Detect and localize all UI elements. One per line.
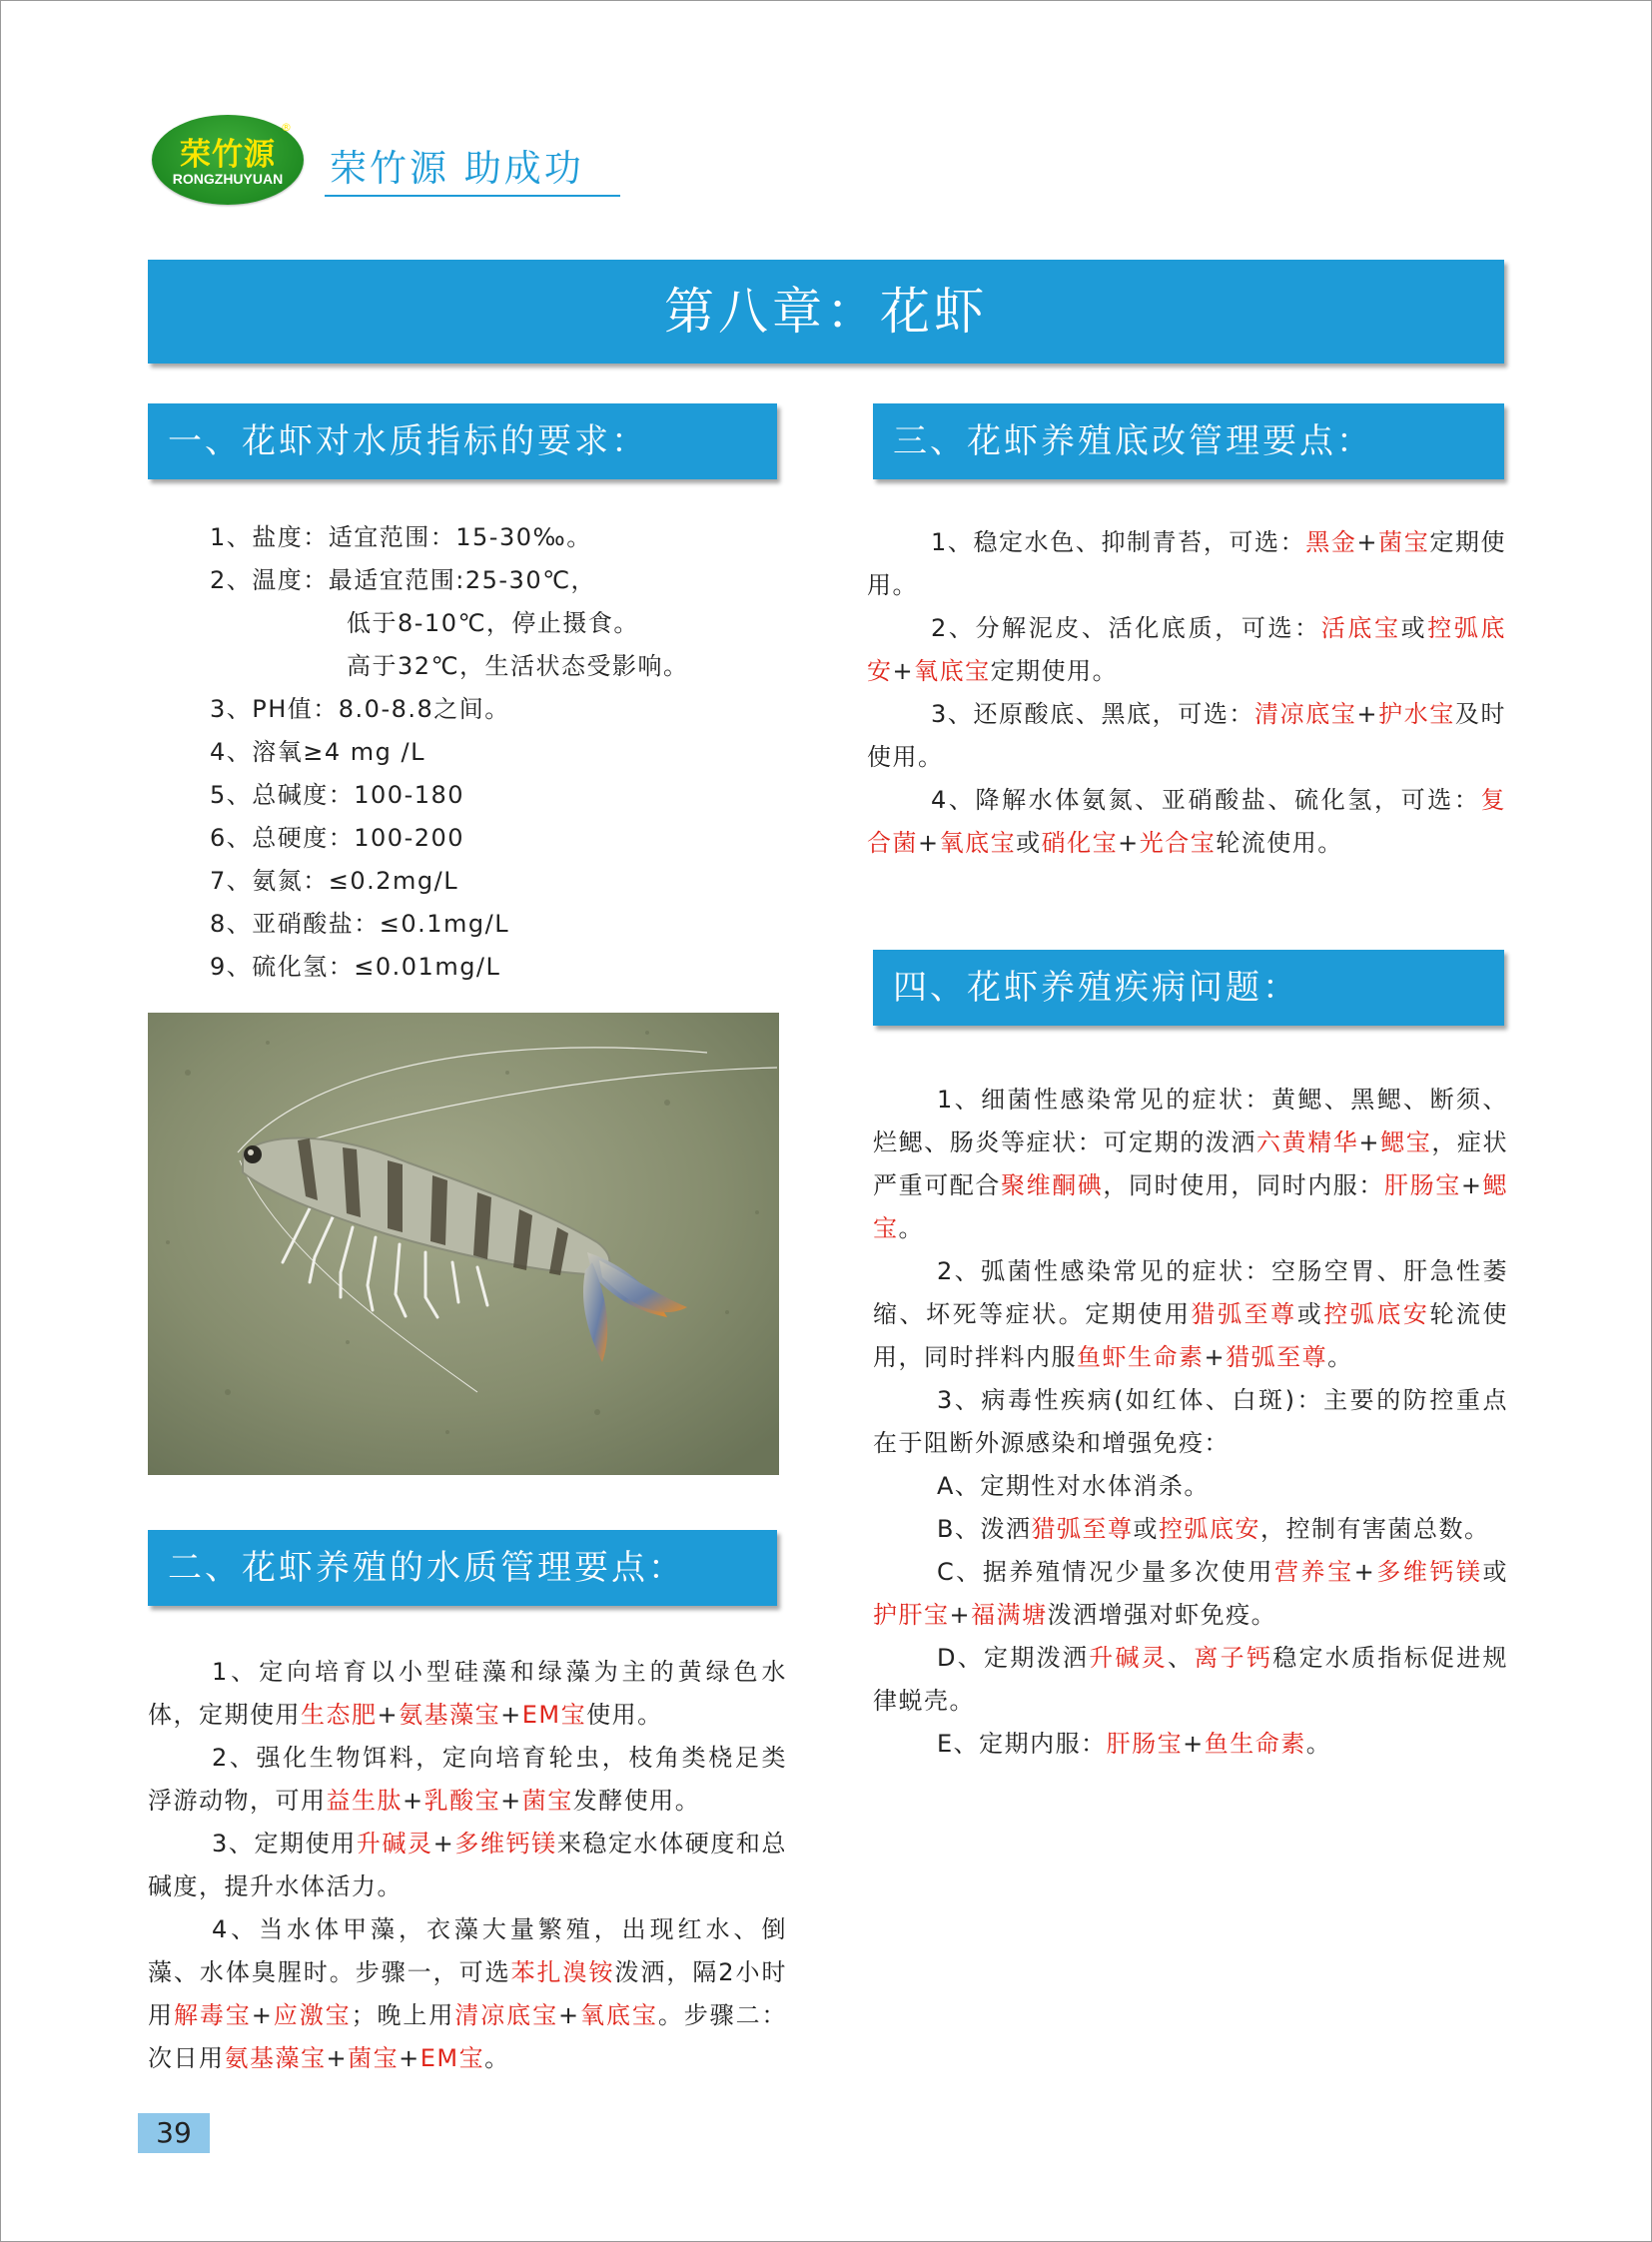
list-item: 2、温度：最适宜范围:25-30℃， xyxy=(210,566,597,594)
list-item: 5、总碱度：100-180 xyxy=(210,781,465,809)
paragraph: 2、强化生物饵料，定向培育轮虫，枝角类桡足类浮游动物，可用益生肽+乳酸宝+菌宝发酵使用。 xyxy=(148,1744,787,1815)
disease-text xyxy=(873,1079,1508,1766)
list-item: 4、溶氧≥4 mg /L xyxy=(210,738,425,766)
water-quality-list xyxy=(150,516,779,989)
section-heading-water-quality: 一、花虾对水质指标的要求： xyxy=(148,403,777,479)
list-item: 6、总硬度：100-200 xyxy=(210,824,465,852)
registered-mark: ® xyxy=(281,121,292,134)
paragraph: 3、还原酸底、黑底，可选：清凉底宝+护水宝及时使用。 xyxy=(867,700,1507,771)
list-item: 低于8-10℃，停止摄食。 xyxy=(347,609,639,637)
brand-logo xyxy=(152,115,304,205)
list-item: 9、硫化氢：≤0.01mg/L xyxy=(210,953,501,981)
paragraph: 3、定期使用升碱灵+多维钙镁来稳定水体硬度和总碱度，提升水体活力。 xyxy=(148,1830,788,1900)
paragraph: 2、分解泥皮、活化底质，可选：活底宝或控弧底安+氧底宝定期使用。 xyxy=(867,614,1507,685)
paragraph: 1、定向培育以小型硅藻和绿藻为主的黄绿色水体，定期使用生态肥+氨基藻宝+EM宝使用。 xyxy=(148,1658,787,1729)
chapter-title: 第八章：花虾 xyxy=(148,260,1504,364)
paragraph: 3、病毒性疾病(如红体、白斑)：主要的防控重点在于阻断外源感染和增强免疫： xyxy=(873,1386,1508,1457)
water-management-text xyxy=(148,1651,787,2080)
list-item: 3、PH值：8.0-8.8之间。 xyxy=(210,695,510,723)
bottom-management-text xyxy=(867,521,1506,865)
slogan-underline xyxy=(325,195,620,197)
section-heading-bottom-management: 三、花虾养殖底改管理要点： xyxy=(873,403,1504,479)
paragraph: A、定期性对水体消杀。 xyxy=(937,1472,1210,1500)
paragraph: C、据养殖情况少量多次使用营养宝+多维钙镁或护肝宝+福满塘泼洒增强对虾免疫。 xyxy=(873,1558,1509,1629)
logo-english-text: RONGZHUYUAN xyxy=(172,171,284,187)
paragraph: 4、降解水体氨氮、亚硝酸盐、硫化氢，可选：复合菌+氧底宝或硝化宝+光合宝轮流使用。 xyxy=(867,786,1506,857)
page-number: 39 xyxy=(138,2113,210,2153)
list-item: 7、氨氮：≤0.2mg/L xyxy=(210,867,459,895)
paragraph: 4、当水体甲藻，衣藻大量繁殖，出现红水、倒藻、水体臭腥时。步骤一，可选苯扎溴铵泼洒，隔2小时用解毒宝+应激宝；晚上用清凉底宝+氧底宝。步骤二：次日用氨基藻宝+菌宝+EM宝。 xyxy=(148,1915,788,2072)
list-item: 8、亚硝酸盐：≤0.1mg/L xyxy=(210,910,510,938)
list-item: 1、盐度：适宜范围：15-30‰。 xyxy=(210,523,592,551)
section-heading-disease: 四、花虾养殖疾病问题： xyxy=(873,950,1504,1026)
section-heading-water-management: 二、花虾养殖的水质管理要点： xyxy=(148,1530,777,1606)
paragraph: E、定期内服：肝肠宝+鱼生命素。 xyxy=(937,1730,1332,1758)
paragraph: D、定期泼洒升碱灵、离子钙稳定水质指标促进规律蜕壳。 xyxy=(873,1644,1509,1715)
paragraph: 1、稳定水色、抑制青苔，可选：黑金+菌宝定期使用。 xyxy=(867,528,1507,599)
slogan: 荣竹源 助成功 xyxy=(330,147,584,190)
logo-chinese-text: 荣竹源 xyxy=(180,137,276,173)
list-item: 高于32℃，生活状态受影响。 xyxy=(347,652,689,680)
shrimp-photo xyxy=(148,1013,779,1475)
paragraph: 1、细菌性感染常见的症状：黄鳃、黑鳃、断须、烂鳃、肠炎等症状：可定期的泼洒六黄精华+鳃宝，症状严重可配合聚维酮碘，同时使用，同时内服：肝肠宝+鳃宝。 xyxy=(873,1086,1509,1242)
paragraph: B、泼洒猎弧至尊或控弧底安，控制有害菌总数。 xyxy=(937,1515,1490,1543)
paragraph: 2、弧菌性感染常见的症状：空肠空胃、肝急性萎缩、坏死等症状。定期使用猎弧至尊或控弧底安轮流使用，同时拌料内服鱼虾生命素+猎弧至尊。 xyxy=(873,1257,1509,1371)
